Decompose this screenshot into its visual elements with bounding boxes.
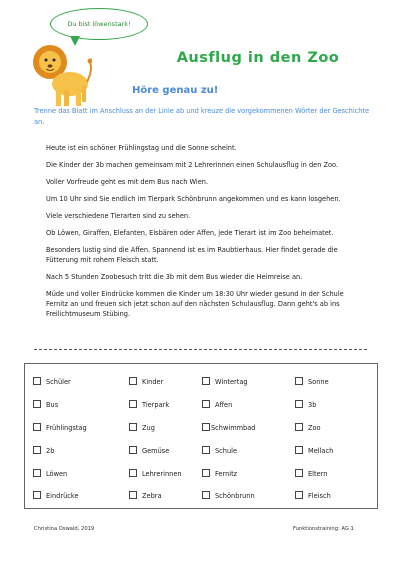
footer-author: Christina Oswald, 2019 — [34, 526, 95, 532]
checkbox[interactable] — [33, 491, 41, 499]
word-label: Bus — [46, 401, 59, 409]
word-option[interactable] — [295, 492, 331, 500]
lion-illustration — [30, 40, 92, 110]
story-paragraph: Nach 5 Stunden Zoobesuch tritt die 3b mit dem Bus wieder die Heimreise an. — [46, 273, 303, 281]
word-label: 2b — [46, 447, 55, 455]
word-option[interactable] — [33, 492, 79, 500]
word-label: Sonne — [308, 378, 329, 386]
word-label: Fernitz — [215, 470, 238, 478]
word-option[interactable] — [202, 401, 232, 409]
checkbox[interactable] — [295, 446, 303, 454]
word-option[interactable] — [33, 378, 71, 386]
word-option[interactable] — [33, 470, 67, 478]
story-text — [46, 143, 364, 326]
word-label: 3b — [308, 401, 317, 409]
word-label: Eindrücke — [46, 492, 79, 500]
story-paragraph: Voller Vorfreude geht es mit dem Bus nach Wien. — [46, 178, 209, 186]
word-label: Löwen — [46, 470, 68, 478]
checkbox[interactable] — [129, 423, 137, 431]
checkbox[interactable] — [33, 423, 41, 431]
word-label: Frühlingstag — [46, 424, 87, 432]
word-label: Schönbrunn — [215, 492, 255, 500]
word-option[interactable] — [295, 447, 333, 455]
word-label: Wintertag — [215, 378, 248, 386]
checkbox[interactable] — [129, 491, 137, 499]
word-option[interactable] — [129, 492, 162, 500]
checkbox[interactable] — [33, 469, 41, 477]
checkbox[interactable] — [33, 400, 41, 408]
word-option[interactable] — [33, 424, 87, 432]
speech-bubble — [50, 8, 148, 40]
word-label: Schwimmbad — [211, 424, 256, 432]
word-option[interactable] — [295, 424, 321, 432]
word-label: Zug — [142, 424, 155, 432]
cut-line — [34, 349, 367, 350]
footer-label: Funktionstraining: AG 1 — [293, 526, 354, 532]
checkbox[interactable] — [129, 469, 137, 477]
word-label: Affen — [215, 401, 233, 409]
word-option[interactable] — [295, 378, 329, 386]
word-option[interactable] — [129, 470, 182, 478]
checkbox[interactable] — [295, 423, 303, 431]
word-label: Schule — [215, 447, 238, 455]
word-option[interactable] — [202, 492, 255, 500]
word-option[interactable] — [129, 424, 155, 432]
word-option[interactable] — [129, 447, 169, 455]
word-checkbox-grid — [24, 363, 378, 509]
word-label: Zoo — [308, 424, 321, 432]
checkbox[interactable] — [129, 377, 137, 385]
story-paragraph: Die Kinder der 3b machen gemeinsam mit 2 Lehrerinnen einen Schulausflug in den Zoo. — [46, 161, 339, 169]
word-label: Gemüse — [142, 447, 170, 455]
word-option[interactable] — [295, 401, 316, 409]
word-option[interactable] — [202, 378, 248, 386]
story-paragraph: Um 10 Uhr sind Sie endlich im Tierpark Schönbrunn angekommen und es kann losgehen. — [46, 195, 341, 203]
checkbox[interactable] — [33, 446, 41, 454]
checkbox[interactable] — [202, 377, 210, 385]
word-option[interactable] — [129, 378, 163, 386]
checkbox[interactable] — [295, 469, 303, 477]
page-title: Ausflug in den Zoo — [176, 50, 340, 66]
checkbox[interactable] — [295, 400, 303, 408]
word-label: Zebra — [142, 492, 162, 500]
story-paragraph: Besonders lustig sind die Affen. Spannend ist es im Raubtierhaus. Hier findet gerade die Fütterung mit rohem Fleisch statt. — [46, 246, 338, 264]
checkbox[interactable] — [202, 400, 210, 408]
checkbox[interactable] — [129, 400, 137, 408]
word-option[interactable] — [295, 470, 327, 478]
checkbox[interactable] — [33, 377, 41, 385]
story-paragraph: Müde und voller Eindrücke kommen die Kinder um 18:30 Uhr wieder gesund in der Schule Fernitz an und freuen sich jetzt schon auf den nächsten Schulausflug. Dann geht's ab ins Freilichtmuseum Stübing. — [46, 290, 344, 318]
word-label: Mellach — [308, 447, 334, 455]
word-label: Fleisch — [308, 492, 331, 500]
word-option[interactable] — [129, 401, 169, 409]
word-option[interactable] — [33, 447, 54, 455]
subtitle: Höre genau zu! — [132, 85, 219, 96]
word-option[interactable] — [202, 447, 237, 455]
word-label: Lehrerinnen — [142, 470, 182, 478]
checkbox[interactable] — [129, 446, 137, 454]
checkbox[interactable] — [202, 469, 210, 477]
checkbox[interactable] — [202, 491, 210, 499]
word-label: Tierpark — [142, 401, 170, 409]
story-paragraph: Viele verschiedene Tierarten sind zu sehen. — [46, 212, 191, 220]
instruction-text: Trenne das Blatt im Anschluss an der Linie ab und kreuze die vorgekommenen Wörter der Geschichte an. — [34, 107, 370, 126]
word-option[interactable] — [33, 401, 58, 409]
checkbox[interactable] — [202, 446, 210, 454]
word-label: Eltern — [308, 470, 328, 478]
speech-bubble-text: Du bist löwenstark! — [67, 20, 131, 28]
word-label: Schüler — [46, 378, 71, 386]
story-paragraph: Heute ist ein schöner Frühlingstag und die Sonne scheint. — [46, 144, 237, 152]
word-option[interactable] — [202, 424, 255, 432]
word-label: Kinder — [142, 378, 164, 386]
word-option[interactable] — [202, 470, 237, 478]
story-paragraph: Ob Löwen, Giraffen, Elefanten, Eisbären oder Affen, jede Tierart ist im Zoo beheimatet. — [46, 229, 334, 237]
checkbox[interactable] — [295, 491, 303, 499]
checkbox[interactable] — [295, 377, 303, 385]
checkbox[interactable] — [202, 423, 210, 431]
